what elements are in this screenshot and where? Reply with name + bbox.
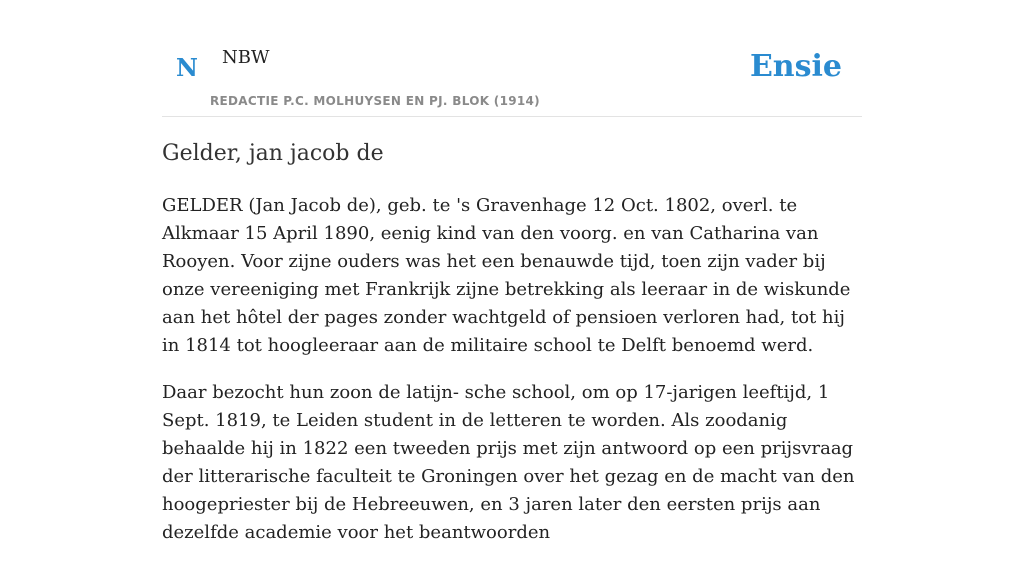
article-title: Gelder, jan jacob de xyxy=(162,141,384,166)
source-name[interactable]: NBW xyxy=(222,47,270,68)
source-subtitle: REDACTIE P.C. MOLHUYSEN EN PJ. BLOK (1914) xyxy=(210,94,540,108)
source-logo[interactable]: N xyxy=(176,53,198,82)
brand-logo[interactable]: Ensie xyxy=(749,49,842,84)
article-body xyxy=(162,192,862,566)
article-paragraph-2: Daar bezocht hun zoon de latijn- sche school, om op 17-jarigen leeftijd, 1 Sept. 1819, te Leiden student in de letteren te worden. Als zoodanig behaalde hij in 1822 een tweeden prijs met zijn antwoord op een prijsvraag der litterarische faculteit te Groningen over het gezag en de macht van den hoogepriester bij de Hebreeuwen, en 3 jaren later den eersten prijs aan dezelfde academie voor het beantwoorden xyxy=(162,382,855,543)
article-paragraph-1: GELDER (Jan Jacob de), geb. te 's Gravenhage 12 Oct. 1802, overl. te Alkmaar 15 April 1890, eenig kind van den voorg. en van Catharina van Rooyen. Voor zijne ouders was het een benauwde tijd, toen zijn vader bij onze vereeniging met Frankrijk zijne betrekking als leeraar in de wiskunde aan het hôtel der pages zonder wachtgeld of pensioen verloren had, tot hij in 1814 tot hoogleeraar aan de militaire school te Delft benoemd werd. xyxy=(162,195,851,356)
header xyxy=(162,0,862,117)
